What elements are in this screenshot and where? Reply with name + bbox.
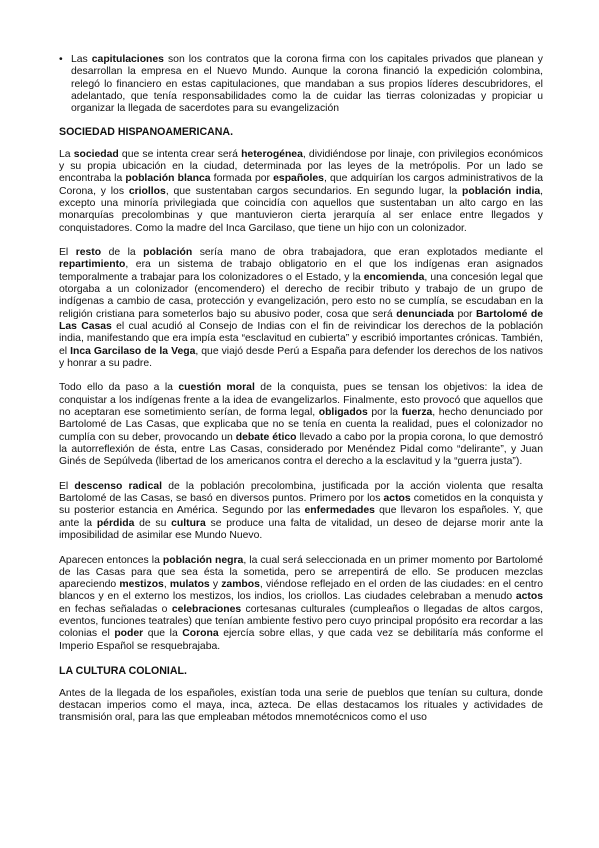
bold-term: fuerza (401, 407, 433, 419)
text-run: de la población precolombina, justificada por la acción violenta que resalta Bartolomé de las Casas, se basó en diversos puntos. Primero por los (59, 480, 543, 505)
bold-term: actos (515, 591, 543, 603)
bold-term: actos (383, 493, 411, 505)
bold-term: obligados (318, 407, 368, 419)
text-run: , la cual será seleccionada en un primer momento por Bartolomé de las Casas para que sea ésta la sometida, pero se arrepentirá de ello. Se producen mezclas apareciendo (59, 554, 544, 591)
bold-term: población india (462, 185, 541, 197)
bold-term: celebraciones (171, 603, 242, 615)
bold-term: población negra (162, 554, 244, 566)
text-run: , dividiéndose por linaje, con privilegios económicos y su propia ubicación en la ciudad, determinada por las leyes de la metrópolis. Por un lado se encontraba la (59, 148, 543, 185)
text-run: por la (367, 407, 402, 419)
text-run: ejercía sobre ellas, y que cada vez se debilitaría más conforme el Imperio Español se resquebrajaba. (59, 628, 543, 652)
bold-term: Inca Garcilaso de la Vega (70, 345, 196, 357)
text-run: , excepto una minoría privilegiada que coincidía con aquellos que sustentaban un alto cargo en las monarquías precolombinas y que mantuvieron cierta jerarquía al ser enlace entre llegados y conquistadores. Como la madre del Inca Garcilaso, que tiene un hijo con un colonizador. (59, 185, 543, 234)
text-run: , que sustentaban cargos secundarios. En segundo lugar, la (165, 185, 462, 197)
bold-term: encomienda (363, 271, 425, 283)
capitulaciones-bullet (59, 54, 543, 115)
text-run: el cual acudió al Consejo de Indias con el fin de reivindicar los derechos de la población india, manifestando que era impía esta “esclavitud en cubierta” y escribió importantes crónicas. También, el (59, 320, 543, 357)
text-run: se produce una falta de vitalidad, un deseo de dejarse morir ante la imposibilidad de asimilar ese Mundo Nuevo. (59, 517, 543, 541)
heading-cultura-colonial: LA CULTURA COLONIAL. (59, 665, 187, 678)
paragraph-sociedad (59, 149, 543, 235)
bold-term: enfermedades (304, 505, 375, 517)
text-run: , hecho denunciado por Bartolomé de Las Casas, que explicaba que no se tenía en cuenta la realidad, pues el colonizador no cumplía con su deber, provocando un (59, 407, 544, 443)
bold-term: cultura (171, 517, 206, 529)
text-run: Aparecen entonces la (59, 554, 163, 566)
text-run: sería mano de obra trabajadora, que eran explotados mediante el (192, 247, 543, 259)
bold-term: heterogénea (241, 148, 303, 160)
text-run: La (59, 148, 74, 160)
bold-term: capitulaciones (91, 54, 164, 65)
text-run: cometidos en la conquista y su posterior estancia en América. Segundo por las (59, 493, 543, 517)
bold-term: cuestión moral (178, 382, 255, 394)
bold-term: españoles (273, 173, 324, 185)
bold-term: población (143, 247, 193, 259)
paragraph-cuestion-moral (59, 382, 543, 468)
text-run: , que viajó desde Perú a España para defender los derechos de los nativos y honrar a su padre. (59, 345, 543, 369)
bold-term: denunciada (396, 308, 454, 320)
bold-term: mulatos (169, 579, 210, 591)
paragraph-descenso-radical (59, 481, 543, 542)
text-run: de la conquista, pues se tensan los objetivos: la idea de conquistar a los indígenas frente a la idea de evangelizarlos. Finalmente, esto provocó que aquellos que no aceptaran ese sometimiento serían, de forma legal, (59, 382, 543, 419)
text-run: que llevaron los españoles. Y, que ante la (59, 505, 543, 529)
text-run: formada por (210, 173, 274, 185)
bold-term: Corona (182, 628, 219, 640)
text-run: y (209, 579, 222, 591)
bullet-icon: • (59, 54, 63, 65)
bold-term: debate ético (235, 431, 297, 443)
paragraph-poblacion-negra (59, 555, 543, 653)
bold-term: criollos (128, 185, 166, 197)
heading-sociedad-hispanoamericana: SOCIEDAD HISPANOAMERICANA. (59, 126, 234, 139)
text-run: , viéndose reflejado en el orden de las ciudades: en el centro blancos y en el externo los mestizos, los indios, los criollos. Las ciudades celebraban a menudo (59, 579, 543, 603)
text-run: que se intenta crear será (118, 148, 242, 160)
text-run: Todo ello da paso a la (59, 382, 179, 394)
text-run: por (453, 308, 476, 320)
text-run: cortesanas culturales (cumpleaños o llegadas de altos cargos, eventos, funciones teatrales) que tenían ambiente festivo pero cuyo principal propósito era recordar a las colonias el (59, 603, 543, 640)
text-run: que la (143, 628, 183, 640)
text-run: de su (134, 517, 172, 529)
bold-term: sociedad (73, 148, 119, 160)
text-run: , que adquirían los cargos administrativos de la Corona, y los (59, 173, 544, 197)
bullet-text (71, 54, 543, 115)
text-run: Las (71, 54, 92, 65)
text-run: llevado a cabo por la propia corona, lo que demostró la autorreflexión de ésta, entre Las Casas, considerado por Menéndez Pidal como “delirante”, y Juan Ginés de Sepúlveda (libertad de los americanos contra el derecho a la esclavitud y la “guerra justa”). (59, 431, 543, 468)
bold-term: Bartolomé de Las Casas (59, 308, 543, 332)
text-run: , una concesión legal que otorgaba a un colonizador (encomendero) el derecho de recibir tributo y trabajo de un grupo de indígenas a cambio de casa, protección y evangelización, pero esto no se cumplía, se escudaban en la religión cristiana para someterlos bajo su abusivo poder, cosa que será (59, 271, 543, 320)
text-run: de la (101, 247, 144, 259)
bold-term: zambos (221, 579, 260, 591)
text-run: Antes de la llegada de los españoles, existían toda una serie de pueblos que tenían su cultura, donde destacan imperios como el maya, inca, azteca. De ellas destacamos los rituales y actividades de transmisión oral, para las que empleaban métodos mnemotécnicos como el uso (59, 687, 543, 724)
bold-term: poder (114, 628, 144, 640)
bold-term: pérdida (96, 517, 135, 529)
paragraph-resto-poblacion (59, 247, 543, 370)
bold-term: resto (75, 247, 102, 259)
bold-term: mestizos (119, 579, 164, 591)
bold-term: población blanca (125, 173, 211, 185)
bold-term: repartimiento (59, 259, 126, 271)
text-run: en fechas señaladas o (59, 603, 172, 615)
text-run: El (59, 247, 76, 259)
text-run: El (59, 480, 75, 492)
bold-term: descenso radical (74, 480, 163, 492)
document-page (59, 54, 543, 737)
text-run: , era un sistema de trabajo obligatorio en el que los indígenas eran asignados temporalmente a trabajar para los colonizadores o el Estado, y la (59, 259, 543, 283)
text-run: , (163, 579, 170, 591)
paragraph-cultura-colonial (59, 688, 543, 725)
text-run: son los contratos que la corona firma con los capitales privados que planean y desarrollan la empresa en el Nuevo Mundo. Aunque la corona financió la expedición colombina, relegó lo financiero en estas capitulaciones, que mandaban a sus propios líderes descubridores, el adelantado, que tenía responsabilidades como la de cuidar las tierras colonizadas y propiciar u organizar la llegada de sacerdotes para su evangelización (71, 54, 543, 115)
